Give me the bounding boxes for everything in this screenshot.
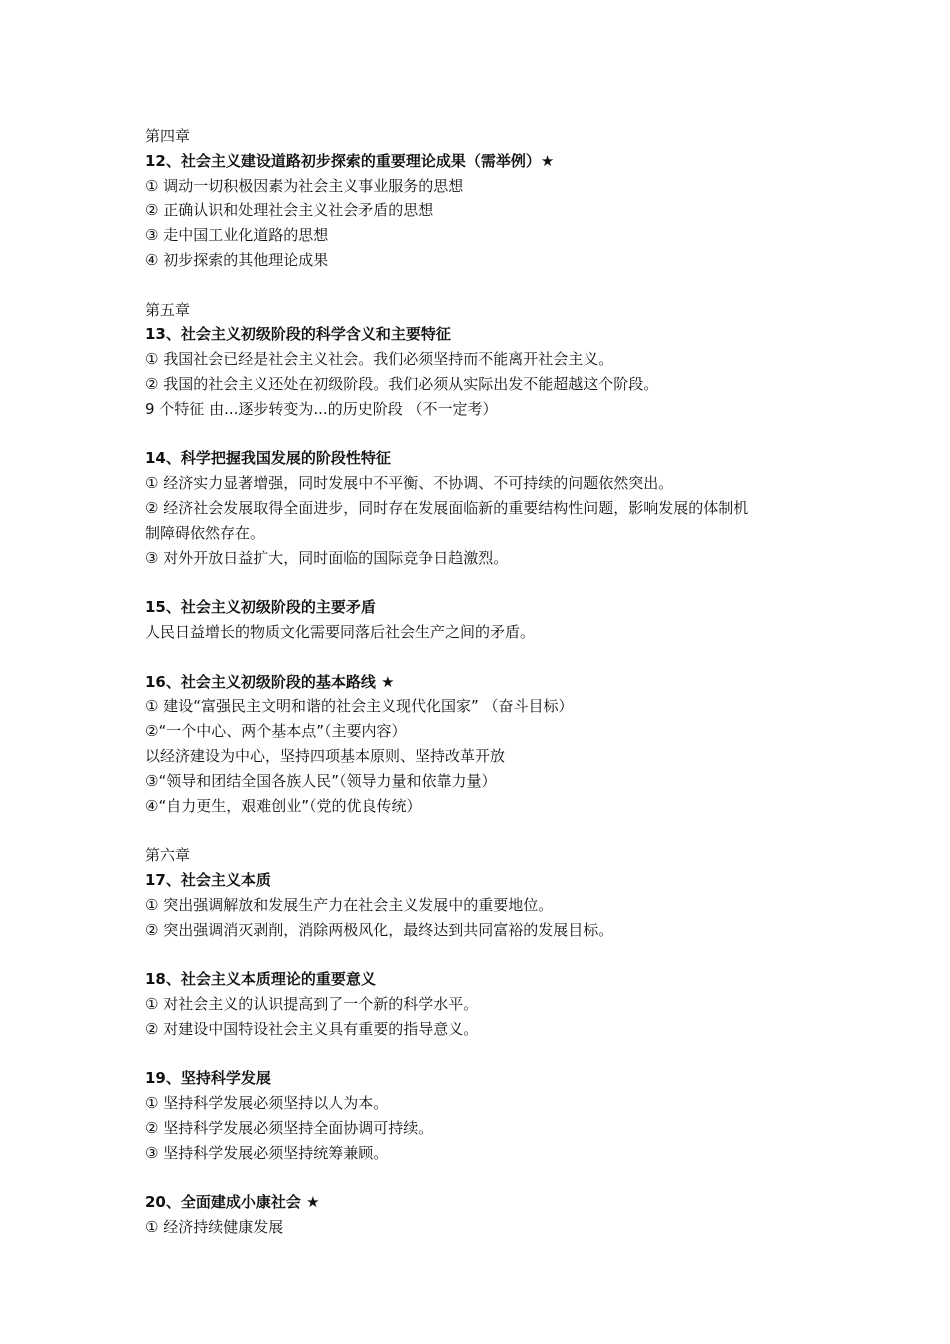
section-heading: 12、社会主义建设道路初步探索的重要理论成果（需举例）★ — [145, 151, 555, 170]
text-line: ③ 坚持科学发展必须坚持统筹兼顾。 — [145, 1143, 389, 1162]
paragraph-gap — [145, 570, 825, 595]
text-line: ① 对社会主义的认识提高到了一个新的科学水平。 — [145, 994, 479, 1013]
text-line: ① 经济持续健康发展 — [145, 1218, 284, 1237]
chapter-title: 第五章 — [145, 300, 191, 319]
section-heading: 18、社会主义本质理论的重要意义 — [145, 970, 376, 989]
text-line: ① 经济实力显著增强，同时发展中不平衡、不协调、不可持续的问题依然突出。 — [145, 474, 674, 493]
text-line: ④ 初步探索的其他理论成果 — [145, 250, 329, 269]
text-line: ② 经济社会发展取得全面进步，同时存在发展面临新的重要结构性问题，影响发展的体制机 — [145, 498, 749, 517]
text-line: ③“领导和团结全国各族人民”（领导力量和依靠力量） — [145, 771, 497, 790]
section-heading: 14、科学把握我国发展的阶段性特征 — [145, 449, 391, 468]
paragraph-gap — [145, 273, 825, 298]
paragraph-gap — [145, 645, 825, 670]
paragraph-gap — [145, 1165, 825, 1190]
paragraph-gap — [145, 422, 825, 447]
text-line: ① 我国社会已经是社会主义社会。我们必须坚持而不能离开社会主义。 — [145, 350, 614, 369]
section-heading: 19、坚持科学发展 — [145, 1069, 271, 1088]
section-heading: 17、社会主义本质 — [145, 870, 271, 889]
text-line: ② 正确认识和处理社会主义社会矛盾的思想 — [145, 201, 434, 220]
section-heading: 16、社会主义初级阶段的基本路线 ★ — [145, 672, 395, 691]
text-line: 人民日益增长的物质文化需要同落后社会生产之间的矛盾。 — [145, 622, 536, 641]
text-line: ③ 走中国工业化道路的思想 — [145, 226, 329, 245]
text-line: ① 坚持科学发展必须坚持以人为本。 — [145, 1094, 389, 1113]
chapter-title: 第六章 — [145, 846, 191, 865]
paragraph-gap — [145, 818, 825, 843]
text-line: ④“自力更生，艰难创业”（党的优良传统） — [145, 796, 422, 815]
text-line: ① 建设“富强民主文明和谐的社会主义现代化国家” （奋斗目标） — [145, 697, 574, 716]
text-line: ② 坚持科学发展必须坚持全面协调可持续。 — [145, 1118, 434, 1137]
text-line: 制障碍依然存在。 — [145, 523, 266, 542]
text-line: ① 调动一切积极因素为社会主义事业服务的思想 — [145, 176, 464, 195]
text-line: ① 突出强调解放和发展生产力在社会主义发展中的重要地位。 — [145, 895, 554, 914]
text-line: ② 对建设中国特设社会主义具有重要的指导意义。 — [145, 1019, 479, 1038]
document-page — [145, 124, 825, 1240]
text-line: ② 我国的社会主义还处在初级阶段。我们必须从实际出发不能超越这个阶段。 — [145, 374, 659, 393]
section-heading: 15、社会主义初级阶段的主要矛盾 — [145, 598, 376, 617]
text-line: ② 突出强调消灭剥削，消除两极风化，最终达到共同富裕的发展目标。 — [145, 920, 614, 939]
paragraph-gap — [145, 1041, 825, 1066]
chapter-title: 第四章 — [145, 127, 191, 145]
text-line: 9 个特征 由...逐步转变为...的历史阶段 （不一定考） — [145, 399, 498, 418]
text-line: ③ 对外开放日益扩大，同时面临的国际竞争日趋激烈。 — [145, 548, 509, 567]
paragraph-gap — [145, 942, 825, 967]
text-line: 以经济建设为中心，坚持四项基本原则、坚持改革开放 — [145, 746, 506, 765]
section-heading: 20、全面建成小康社会 ★ — [145, 1193, 320, 1212]
text-line: ②“一个中心、两个基本点”（主要内容） — [145, 722, 407, 741]
section-heading: 13、社会主义初级阶段的科学含义和主要特征 — [145, 325, 451, 344]
